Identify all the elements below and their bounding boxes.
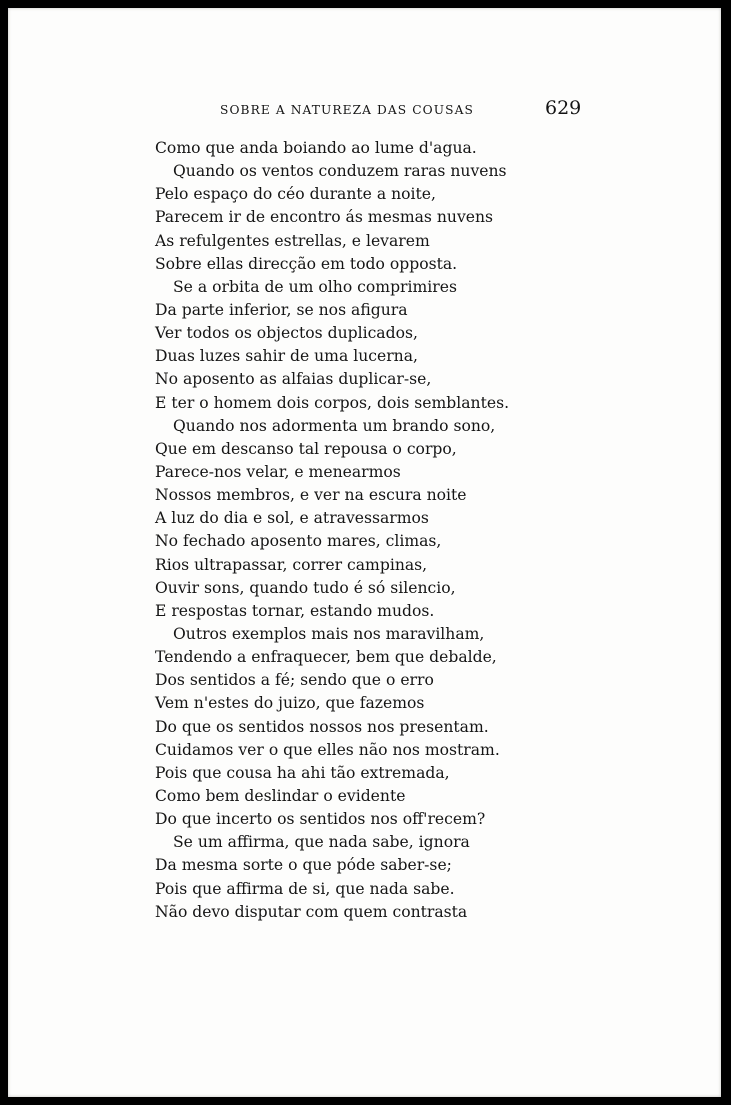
verse-line: Ouvir sons, quando tudo é só silencio, [155, 578, 456, 597]
verse-line: Não devo disputar com quem contrasta [155, 902, 468, 921]
verse-line: Quando os ventos conduzem raras nuvens [173, 162, 507, 181]
verse-line: Sobre ellas direcção em todo opposta. [155, 254, 458, 273]
verse-line: Parecem ir de encontro ás mesmas nuvens [155, 208, 494, 227]
verse-line: Pelo espaço do céo durante a noite, [155, 185, 436, 204]
verse-line: Da parte inferior, se nos afigura [155, 300, 408, 319]
verse-line: Vem n'estes do juizo, que fazemos [155, 694, 425, 713]
verse-line: No aposento as alfaias duplicar-se, [155, 370, 432, 389]
verse-line: No fechado aposento mares, climas, [155, 532, 442, 551]
verse-line: Dos sentidos a fé; sendo que o erro [155, 671, 434, 690]
book-page [8, 8, 721, 1097]
page-number: 629 [545, 97, 582, 119]
verse-line: Do que os sentidos nossos nos presentam. [155, 717, 489, 736]
verse-line: Da mesma sorte o que póde saber-se; [155, 856, 452, 875]
verse-line: Pois que cousa ha ahi tão extremada, [155, 763, 450, 782]
verse-line: Que em descanso tal repousa o corpo, [155, 439, 457, 458]
verse-line: Ver todos os objectos duplicados, [155, 324, 418, 343]
verse-line: Cuidamos ver o que elles não nos mostram. [155, 740, 500, 759]
verse-line: E respostas tornar, estando mudos. [155, 601, 435, 620]
verse-line: Nossos membros, e ver na escura noite [155, 486, 467, 505]
verse-line: Duas luzes sahir de uma lucerna, [155, 347, 418, 366]
verse-line: Quando nos adormenta um brando sono, [173, 416, 496, 435]
verse-line: E ter o homem dois corpos, dois semblantes. [155, 393, 510, 412]
verse-line: Outros exemplos mais nos maravilham, [173, 624, 485, 643]
verse-line: Tendendo a enfraquecer, bem que debalde, [155, 648, 497, 667]
verse-line: Como que anda boiando ao lume d'agua. [155, 139, 477, 157]
verse-line: Se um affirma, que nada sabe, ignora [173, 833, 470, 852]
verse-line: Parece-nos velar, e menearmos [155, 462, 401, 481]
running-title: SOBRE A NATUREZA DAS COUSAS [220, 103, 474, 117]
poem-text [155, 137, 535, 924]
verse-line: Como bem deslindar o evidente [155, 786, 406, 805]
verse-line: Rios ultrapassar, correr campinas, [155, 555, 428, 574]
page-header [8, 99, 721, 123]
verse-line: Se a orbita de um olho comprimires [173, 277, 457, 296]
verse-line: A luz do dia e sol, e atravessarmos [155, 509, 429, 528]
verse-line: Do que incerto os sentidos nos off'recem? [155, 810, 486, 829]
verse-line: Pois que affirma de si, que nada sabe. [155, 879, 455, 898]
verse-line: As refulgentes estrellas, e levarem [155, 231, 430, 250]
